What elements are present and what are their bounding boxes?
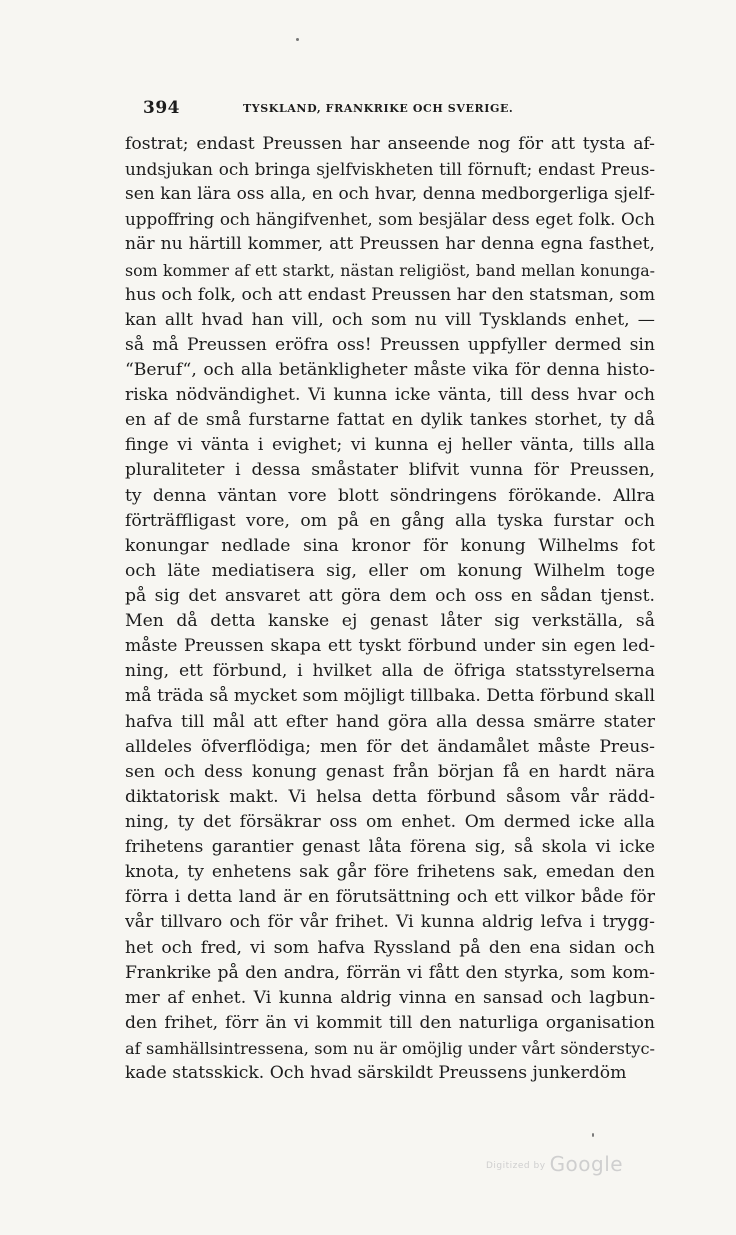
text-line: den frihet, förr än vi kommit till den naturliga organisation: [125, 1012, 655, 1033]
text-line: uppoffring och hängifvenhet, som besjälar dess eget folk. Och: [125, 209, 655, 230]
text-line: och läte mediatisera sig, eller om konung Wilhelm toge: [125, 560, 655, 581]
digitized-by-google-watermark: [486, 1152, 623, 1176]
text-line: ning, ty det försäkrar oss om enhet. Om dermed icke alla: [125, 811, 655, 832]
text-line: måste Preussen skapa ett tyskt förbund under sin egen led-: [125, 636, 655, 657]
text-line: sen och dess konung genast från början få en hardt nära: [125, 761, 655, 782]
text-line: förträffligast vore, om på en gång alla tyska furstar och: [125, 510, 655, 531]
text-line: när nu härtill kommer, att Preussen har denna egna fasthet,: [125, 234, 655, 255]
text-line: ning, ett förbund, i hvilket alla de öfriga statsstyrelserna: [125, 661, 655, 682]
text-line: en af de små furstarne fattat en dylik tankes storhet, ty då: [125, 410, 655, 431]
text-line: “Beruf“, och alla betänkligheter måste vika för denna histo-: [125, 359, 655, 380]
text-line: Men då detta kanske ej genast låter sig verkställa, så: [125, 611, 655, 632]
text-line: undsjukan och bringa sjelfviskheten till förnuft; endast Preus-: [125, 159, 655, 180]
running-title: TYSKLAND, FRANKRIKE OCH SVERIGE.: [243, 102, 514, 115]
text-line: het och fred, vi som hafva Ryssland på den ena sidan och: [125, 937, 655, 958]
text-line: riska nödvändighet. Vi kunna icke vänta, till dess hvar och: [125, 385, 655, 406]
text-line: hafva till mål att efter hand göra alla dessa smärre stater: [125, 711, 655, 732]
body-text: [125, 132, 655, 1086]
text-line: pluraliteter i dessa småstater blifvit vunna för Preussen,: [125, 460, 655, 481]
text-line: af samhällsintressena, som nu är omöjlig under vårt sönderstyc-: [125, 1038, 655, 1058]
text-line: kade statsskick. Och hvad särskildt Preussens junkerdöm: [125, 1063, 627, 1084]
text-line: diktatorisk makt. Vi helsa detta förbund såsom vår rädd-: [125, 786, 655, 807]
running-head: [125, 98, 655, 120]
watermark-brand: Google: [549, 1152, 624, 1176]
page-number: 394: [143, 98, 180, 118]
text-line: finge vi vänta i evighet; vi kunna ej heller vänta, tills alla: [125, 435, 655, 456]
scan-speck: [296, 38, 299, 41]
text-line: som kommer af ett starkt, nästan religiöst, band mellan konunga-: [125, 260, 655, 280]
text-line: sen kan lära oss alla, en och hvar, denna medborgerliga sjelf-: [125, 184, 655, 205]
text-line: Frankrike på den andra, förrän vi fått den styrka, som kom-: [125, 962, 655, 983]
scan-speck: [592, 1133, 594, 1137]
text-line: kan allt hvad han vill, och som nu vill Tysklands enhet, —: [125, 309, 655, 330]
watermark-prefix: Digitized by: [486, 1160, 546, 1171]
text-line: fostrat; endast Preussen har anseende nog för att tysta af-: [125, 134, 655, 154]
text-line: knota, ty enhetens sak går före frihetens sak, emedan den: [125, 862, 655, 883]
text-line: ty denna väntan vore blott söndringens förökande. Allra: [125, 485, 655, 506]
text-line: konungar nedlade sina kronor för konung Wilhelms fot: [125, 535, 655, 556]
text-line: mer af enhet. Vi kunna aldrig vinna en sansad och lagbun-: [125, 987, 655, 1008]
text-line: frihetens garantier genast låta förena sig, så skola vi icke: [125, 837, 655, 858]
text-line: så må Preussen eröfra oss! Preussen uppfyller dermed sin: [125, 334, 655, 355]
text-line: förra i detta land är en förutsättning och ett vilkor både för: [125, 887, 655, 908]
text-line: hus och folk, och att endast Preussen har den statsman, som: [125, 284, 655, 305]
text-line: på sig det ansvaret att göra dem och oss en sådan tjenst.: [125, 585, 655, 606]
text-line: vår tillvaro och för vår frihet. Vi kunna aldrig lefva i trygg-: [125, 912, 655, 933]
text-line: må träda så mycket som möjligt tillbaka. Detta förbund skall: [125, 686, 655, 707]
text-line: alldeles öfverflödiga; men för det ändamålet måste Preus-: [125, 736, 655, 757]
